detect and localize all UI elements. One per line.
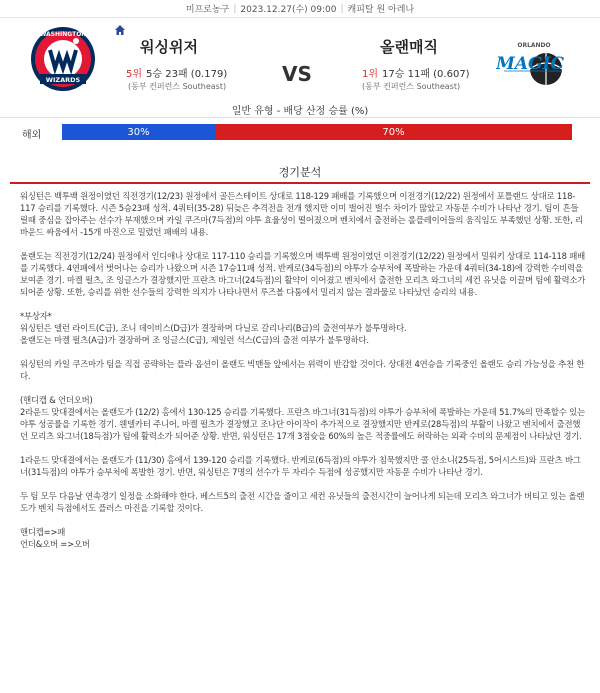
venue-label: 캐피탈 원 아레나 [347,5,415,15]
home-team-record [126,65,227,80]
match-datetime: 2023.12.27(수) 09:00 [240,5,337,15]
analysis-paragraph: 1라운드 맞대결에서는 올랜도가 (11/30) 홈에서 139-120 승리를 기록했다. 반케로(6득점)의 야투가 침묵했지만 콜 안소니(25득점, 5어시스트)와 프란츠 바그너(31득점)의 야투가 승부처에 폭발한 경기. 반면, 워싱턴은 7명의 선수가 두 자리수 득점에 성공했지만 자동문 수비가 나타난 경기. [20,455,581,477]
magic-logo-icon [496,30,570,100]
overunder-pick: 언더&오버 =>오버 [20,539,90,549]
analysis-paragraph: 워싱턴의 카일 쿠즈마가 팀을 직접 공략하는 플라 옵션이 올랜도 빅맨들 앞에서는 위력이 반감할 것이다. 상대전 4연승을 기록중인 올랜도 승리 가능성을 추천 한다. [20,359,585,381]
away-team-conference: (동부 컨퍼런스 Southeast) [362,82,461,91]
logo-text-top: ORLANDO [517,42,551,49]
league-label: 미프로농구 [185,5,230,15]
home-team-rank: 5위 [126,69,143,80]
analysis-paragraph: 올랜도는 직전경기(12/24) 원정에서 인디애나 상대로 117-110 승리를 기록했으며 백투백 원정이였던 이전경기(12/22) 원정에서 밀워키 상대로 114-118 패배를 기록했다. 4연패에서 벗어나는 승리가 나왔으며 시즌 17승11패 성적. 반케로(34득점)의 야투가 승부처에 폭발하는 가운데 4쿼터(34-18)에 강력한 수비력을 보여준 경기. 마켈 펄츠, 조 잉글스가 결장했지만 프란츠 바그너(24득점)의 활약이 이어졌고 벤치에서 출전한 모리츠 와그너의 세컨 유닛을 이끌며 팀에 활력소가 되어준 상황. 또한, 승리를 위한 선수들의 강력한 의지가 나타나면서 루즈볼 다툼에서 밀리지 않는 결과물로 나타났던 승리의 내용. [20,251,586,297]
away-team-rank: 1위 [362,69,379,80]
analysis-title: 경기분석 [278,166,322,179]
injury-home: 워싱턴은 델런 라이트(C급), 조니 데이비스(D급)가 결장하며 다닐로 갈리나리(B급)의 출전여부가 불투명하다. [20,323,407,333]
divider [0,117,600,118]
analysis-divider [10,182,590,184]
home-win-bar: 30% [62,124,215,140]
odds-row [0,122,600,142]
away-win-bar: 70% [215,124,572,140]
away-team-wl: 17승 11패 (0.607) [382,69,470,80]
match-info-bar [0,0,600,18]
separator: | [340,3,344,14]
logo-text-bottom: MAGIC [496,54,565,74]
injury-heading: *부상자* [20,311,52,321]
home-team-wl: 5승 23패 (0.179) [146,69,228,80]
handicap-pick: 핸디캡=>패 [20,527,66,537]
separator: | [233,3,237,14]
analysis-body [20,190,586,550]
away-team-record [362,65,470,80]
wizards-logo-icon [26,24,100,94]
analysis-paragraph: 워싱턴은 백투백 원정이였던 직전경기(12/23) 원정에서 골든스테이트 상대로 118-129 패배를 기록했으며 이전경기(12/22) 원정에서 포틀랜드 상대로 118-117 승리를 기록했다. 시즌 5승23패 성적. 4쿼터(35-28) 뒤늦은 추격전을 전개 했지만 이미 벌어진 벌수 차이가 많았고 자동문 수비가 나타난 경기. 팀이 흔들릴때 중심을 잡아주는 선수가 부재했으며 카일 쿠즈마(7득점)의 야투 효율성이 떨어졌으며 벤치에서 출전하는 롤플레이어들의 움직임도 부족했던 상황. 또한, 리바운드 싸움에서 -15개 마진으로 밀렸던 패배의 내용. [20,191,584,237]
logo-text-bottom: WIZARDS [45,76,81,84]
teams-section [0,18,600,92]
injury-away: 올랜도는 마켈 펄츠(A급)가 결장하며 조 잉글스(C급), 제일런 석스(C급)의 출전 여부가 불투명하다. [20,335,369,345]
away-team-name: 올랜매직 [380,38,438,56]
odds-source-label: 해외 [22,130,42,141]
analysis-paragraph: 2라운드 맞대결에서는 올랜도가 (12/2) 홈에서 130-125 승리를 기록했다. 프란츠 바그너(31득점)의 야투가 승부처에 폭발하는 가운데 51.7%의 만족할수 있는 야투 성공률을 기록한 경기. 웬델카터 주니어, 마켈 펄츠가 결장했고 조나단 아이작이 추가적으로 결장했지만 반케로(28득점)의 부활이 나왔고 벤치에서 출전했던 모리츠 와그너(18득점)가 팀에 활력소가 되어준 상황. 반면, 워싱턴은 17개 3점슛을 60%의 높은 적중률에도 허락하는 외곽 수비의 문제점이 나타났던 경기. [20,407,585,441]
home-team-name: 워싱위저 [140,38,198,56]
vs-label: VS [282,62,312,86]
home-team-conference: (동부 컨퍼런스 Southeast) [128,82,227,91]
odds-title: 일반 유형 - 배당 산정 승률 (%) [231,106,369,117]
logo-text-top: WASHINGTON [39,31,87,38]
handicap-heading: (핸디캡 & 언더오버) [20,395,93,405]
analysis-paragraph: 두 팀 모두 다음날 연속경기 일정을 소화해야 한다. 베스트5의 출전 시간을 줄이고 세컨 유닛들의 출전시간이 늘어나게 되는데 모리츠 와그너가 버티고 있는 올랜도가 벤치 득점에서도 플러스 마진을 기록할 것이다. [20,491,585,513]
